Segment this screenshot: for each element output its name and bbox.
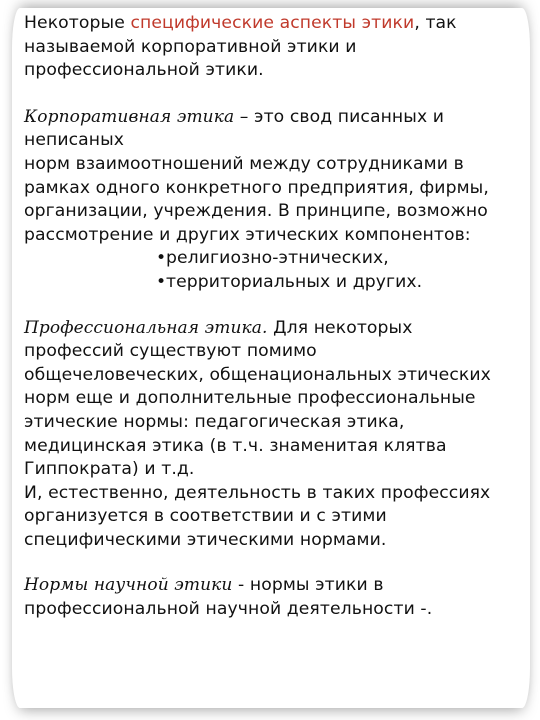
professional-line-1 [24,317,532,341]
bullet-item [24,247,532,271]
professional-line-6: медицинская этика (в т.ч. знаменитая клятва [24,435,447,456]
bullet-icon: • [156,248,167,269]
intro-text-after: , так [414,13,457,33]
spacer [24,552,532,574]
bullet-text: территориальных и других. [166,271,423,292]
corporate-text: – это свод писанных и [234,106,445,127]
scientific-line-1 [24,574,532,598]
professional-line-5: этические нормы: педагогическая этика, [24,411,405,432]
slide-content [24,12,532,622]
professional-line-2: профессий существуют помимо [24,341,317,362]
professional-line-9: организуется в соответствии и с этими [24,506,387,527]
corporate-line-3: норм взаимоотношений между сотрудниками в [24,153,464,174]
professional-line-4: норм еще и дополнительные профессиональные [24,388,476,409]
scientific-term: Нормы научной этики [24,575,233,596]
corporate-line-2: неписаных [24,130,125,151]
bullet-item [24,271,532,295]
corporate-term: Корпоративная этика [24,106,235,127]
corporate-line-1 [24,106,532,130]
professional-line-3: общечеловеческих, общенациональных этических [24,364,491,385]
intro-line-3: профессиональной этики. [24,60,264,81]
spacer [24,83,532,106]
corporate-line-6: рассмотрение и других этических компонентов: [24,224,471,245]
intro-line-1 [24,12,532,36]
corporate-line-4: рамках одного конкретного предприятия, фирмы, [24,177,489,198]
professional-line-7: Гиппократа) и т.д. [24,459,195,480]
bullet-text: религиозно-этнических, [166,248,389,269]
intro-highlight: специфические аспекты этики [130,13,415,33]
scientific-line-2: профессиональной научной деятельности -. [24,599,433,620]
intro-text: Некоторые [24,13,131,33]
bullet-icon: • [156,271,167,292]
professional-text: Для некоторых [267,317,413,338]
professional-line-10: специфическими этическими нормами. [24,529,387,550]
professional-term: Профессиональная этика. [24,317,268,338]
intro-line-2: называемой корпоративной этики и [24,36,357,57]
spacer [24,295,532,317]
corporate-line-5: организации, учреждения. В принципе, возможно [24,201,488,222]
professional-line-8: И, естественно, деятельность в таких профессиях [24,482,491,503]
scientific-text: - нормы этики в [232,575,384,596]
